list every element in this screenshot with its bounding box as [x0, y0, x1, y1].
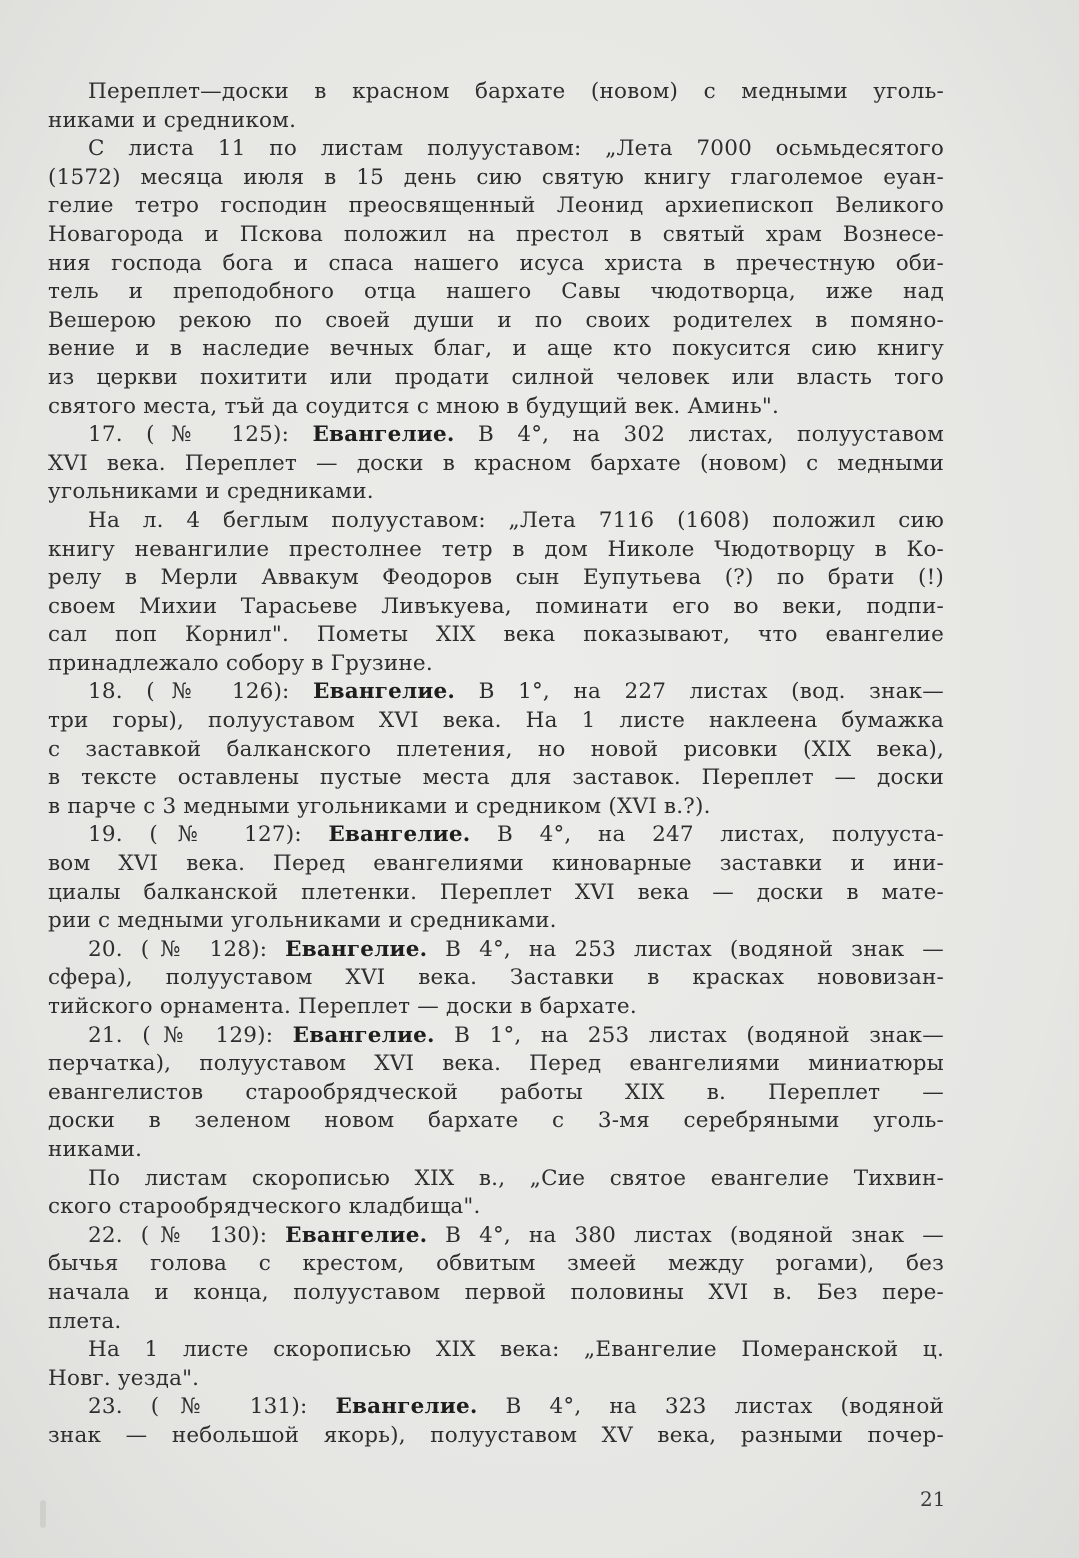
line-text: рии с медными угольниками и средниками. [48, 908, 557, 934]
line-text: гелие тетро господин преосвященный Леонид архиепископ Великого [48, 193, 944, 219]
text-line [48, 364, 944, 393]
text-line [48, 821, 944, 850]
line-text: книгу невангилие престолнее тетр в дом Николе Чюдотворцу в Ко- [48, 536, 944, 562]
text-line [48, 1250, 944, 1279]
line-text: бычья голова с крестом, обвитым змеей между рогами), без [48, 1251, 944, 1277]
line-text: XVI века. Переплет — доски в красном бархате (новом) с медными [48, 450, 944, 476]
line-text: На л. 4 беглым полууставом: „Лета 7116 (1608) положил сию [88, 507, 944, 533]
line-text: из церкви похитити или продати силной человек или власть того [48, 364, 944, 390]
line-text: Новагорода и Пскова положил на престол в святый храм Вознесе- [48, 221, 944, 247]
text-line [48, 1393, 944, 1422]
entry-number: 19. (№ 127): [88, 822, 329, 848]
line-text: принадлежало собору в Грузине. [48, 650, 433, 676]
text-line [48, 1079, 944, 1108]
text-line [48, 964, 944, 993]
text-line [48, 78, 944, 107]
line-text: ского старообрядческого кладбища". [48, 1194, 481, 1220]
line-text: доски в зеленом новом бархате с 3-мя серебряными уголь- [48, 1108, 944, 1134]
line-text: В 4°, на 302 листах, полууставом [454, 422, 944, 448]
text-line [48, 278, 944, 307]
entry-title: Евангелие. [285, 936, 428, 962]
line-text: циалы балканской плетенки. Переплет XVI века — доски в мате- [48, 879, 944, 905]
line-text: (1572) месяца июля в 15 день сию святую книгу глаголемое еуан- [48, 164, 944, 190]
entry-title: Евангелие. [328, 822, 471, 848]
entry-number: 20. (№ 128): [88, 936, 286, 962]
text-line [48, 1193, 944, 1222]
text-line [48, 993, 944, 1022]
line-text: В 4°, на 253 листах (водяной знак — [427, 936, 944, 962]
line-text: В 4°, на 323 листах (водяной [477, 1394, 944, 1420]
entry-number: 17. (№ 125): [88, 422, 313, 448]
line-text: вом XVI века. Перед евангелиями киноварные заставки и ини- [48, 851, 944, 877]
text-line [48, 1308, 944, 1337]
line-text: сал поп Корнил". Пометы XIX века показывают, что евангелие [48, 622, 944, 648]
line-text: перчатка), полууставом XVI века. Перед евангелиями миниатюры [48, 1051, 944, 1077]
text-line [48, 1165, 944, 1194]
text-line [48, 850, 944, 879]
line-text: тийского орнамента. Переплет — доски в бархате. [48, 994, 637, 1019]
text-line [48, 1365, 944, 1394]
entry-title: Евангелие. [335, 1394, 478, 1420]
line-text: тель и преподобного отца нашего Савы чюдотворца, иже над [48, 279, 944, 305]
entry-title: Евангелие. [312, 679, 456, 705]
text-line [48, 1022, 944, 1051]
text-line [48, 450, 944, 479]
line-text: знак — небольшой якорь), полууставом XV века, разными почер- [48, 1422, 944, 1448]
body-text [48, 78, 944, 1451]
text-line [48, 650, 944, 679]
line-text: евангелистов старообрядческой работы XIX в. Переплет — [48, 1079, 944, 1105]
text-line [48, 135, 944, 164]
line-text: Новг. уезда". [48, 1365, 200, 1391]
line-text: Вешерою рекою по своей души и по своих родителех в помяно- [48, 307, 944, 333]
text-line [48, 936, 944, 965]
line-text: В 4°, на 247 листах, полууста- [470, 822, 944, 848]
text-line [48, 250, 944, 279]
text-line [48, 107, 944, 136]
line-text: плета. [48, 1308, 122, 1334]
line-text: релу в Мерли Аввакум Феодоров сын Еупутьева (?) по брати (!) [48, 565, 944, 591]
text-line [48, 1050, 944, 1079]
text-line [48, 593, 944, 622]
text-line [48, 1336, 944, 1365]
line-text: в парче с 3 медными угольниками и средником (XVI в.?). [48, 793, 711, 819]
text-line [48, 421, 944, 450]
text-line [48, 478, 944, 507]
text-line [48, 793, 944, 822]
text-line [48, 707, 944, 736]
line-text: ния господа бога и спаса нашего исуса христа в пречестную оби- [48, 250, 944, 276]
page-number: 21 [920, 1487, 946, 1511]
line-text: сфера), полууставом XVI века. Заставки в красках нововизан- [48, 965, 944, 991]
text-line [48, 1136, 944, 1165]
entry-number: 21. (№ 129): [88, 1022, 293, 1048]
line-text: никами и средником. [48, 107, 297, 133]
text-line [48, 507, 944, 536]
text-line [48, 192, 944, 221]
text-line [48, 393, 944, 422]
line-text: в тексте оставлены пустые места для заставок. Переплет — доски [48, 765, 944, 791]
text-line [48, 335, 944, 364]
line-text: В 1°, на 253 листах (водяной знак— [434, 1022, 944, 1048]
line-text: В 1°, на 227 листах (вод. знак— [455, 679, 944, 705]
line-text: три горы), полууставом XVI века. На 1 листе наклеена бумажка [48, 708, 944, 734]
line-text: своем Михии Тарасьеве Ливъкуева, поминати его во веки, подпи- [48, 593, 944, 619]
line-text: угольниками и средниками. [48, 479, 374, 505]
text-line [48, 164, 944, 193]
entry-title: Евангелие. [312, 422, 455, 448]
text-line [48, 879, 944, 908]
line-text: с заставкой балканского плетения, но новой рисовки (XIX века), [48, 736, 944, 762]
line-text: По листам скорописью XIX в., „Сие святое евангелие Тихвин- [88, 1165, 944, 1191]
entry-number: 22. (№ 130): [88, 1222, 286, 1248]
text-line [48, 1107, 944, 1136]
line-text: никами. [48, 1136, 143, 1162]
entry-title: Евангелие. [285, 1222, 428, 1248]
text-line [48, 1222, 944, 1251]
line-text: начала и конца, полууставом первой половины XVI в. Без пере- [48, 1279, 944, 1305]
line-text: В 4°, на 380 листах (водяной знак — [427, 1222, 944, 1248]
entry-number: 18. (№ 126): [88, 679, 313, 705]
text-line [48, 907, 944, 936]
line-text: На 1 листе скорописью XIX века: „Евангелие Померанской ц. [88, 1337, 944, 1363]
text-line [48, 307, 944, 336]
text-line [48, 221, 944, 250]
entry-title: Евангелие. [292, 1022, 435, 1048]
text-line [48, 536, 944, 565]
line-text: вение и в наследие вечных благ, и аще кто покусится сию книгу [48, 336, 944, 362]
text-line [48, 736, 944, 765]
line-text: Переплет—доски в красном бархате (новом) с медными уголь- [88, 79, 944, 104]
text-line [48, 621, 944, 650]
text-line [48, 764, 944, 793]
scan-smudge [40, 1500, 46, 1528]
entry-number: 23. (№ 131): [88, 1394, 336, 1420]
line-text: С листа 11 по листам полууставом: „Лета 7000 осьмьдесятого [88, 136, 944, 162]
text-line [48, 1279, 944, 1308]
line-text: святого места, тъй да соудится с мною в будущий век. Аминь". [48, 393, 779, 419]
text-line [48, 564, 944, 593]
text-line [48, 1422, 944, 1451]
text-line [48, 678, 944, 707]
